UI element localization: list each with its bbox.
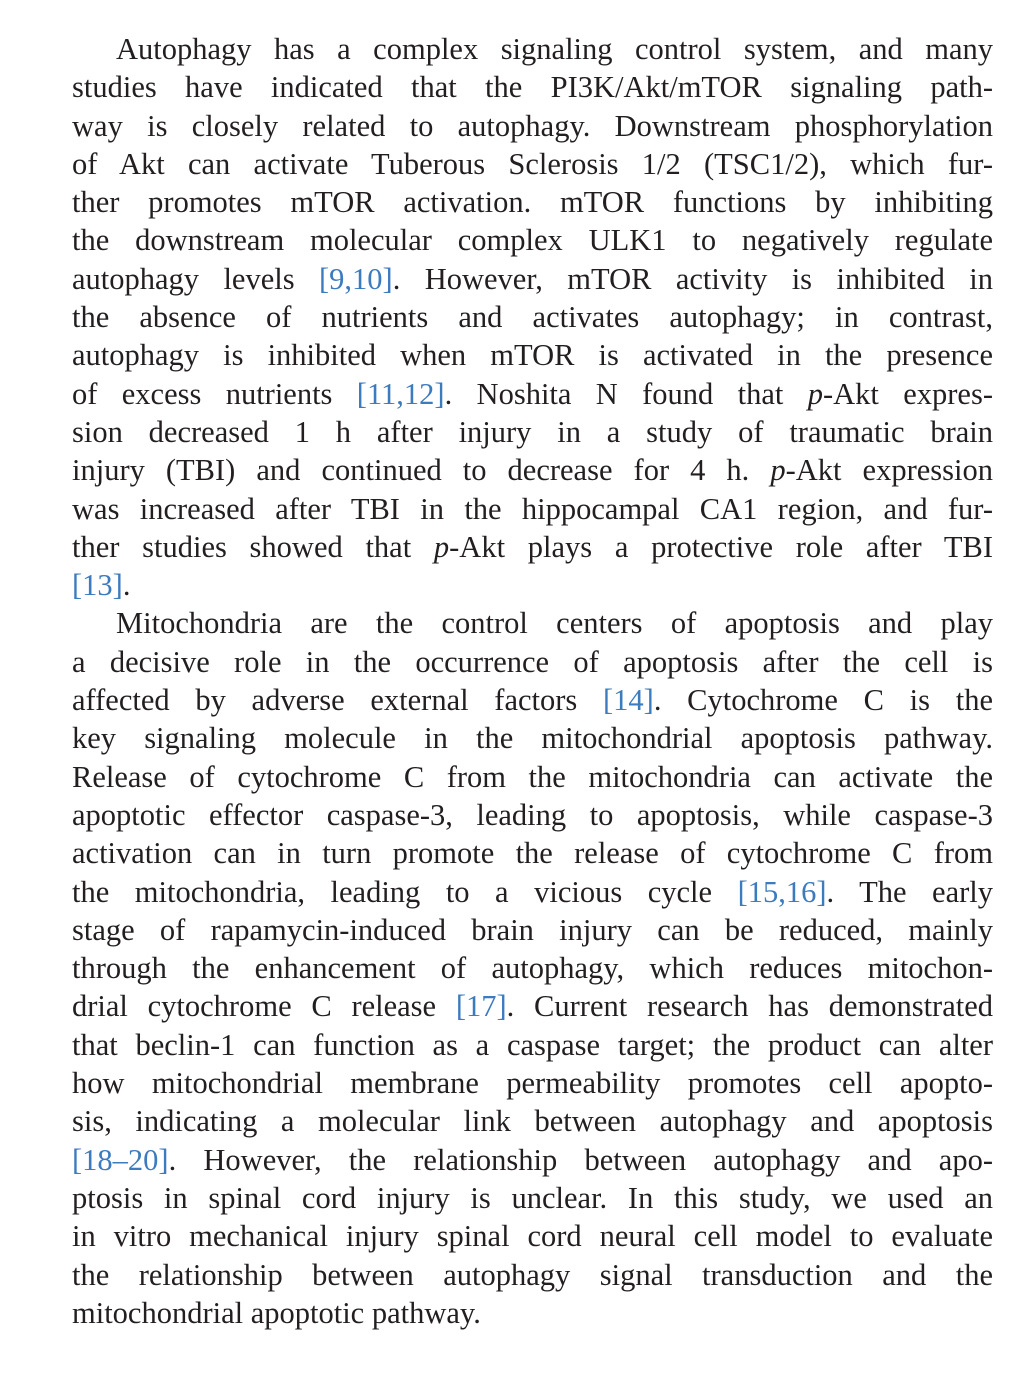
text-run: ther promotes mTOR activation. mTOR functions by inhibiting bbox=[72, 185, 993, 220]
text-run: of Akt can activate Tuberous Sclerosis 1/2 (TSC1/2), which fur- bbox=[72, 146, 993, 181]
text-line bbox=[72, 375, 993, 413]
text-run: . bbox=[122, 568, 131, 603]
text-line bbox=[72, 413, 993, 451]
text-run: mitochondrial apoptotic pathway. bbox=[72, 1295, 481, 1330]
text-line bbox=[72, 643, 993, 681]
text-line bbox=[72, 1026, 993, 1064]
text-run: drial cytochrome C release bbox=[72, 989, 456, 1024]
citation-link[interactable]: [9,10] bbox=[318, 261, 393, 296]
article-body bbox=[72, 30, 993, 1332]
text-line bbox=[72, 30, 993, 68]
text-line bbox=[72, 796, 993, 834]
text-run: . Noshita N found that bbox=[444, 376, 808, 411]
text-line bbox=[72, 873, 993, 911]
text-run: . Cytochrome C is the bbox=[653, 683, 993, 718]
text-line bbox=[72, 451, 993, 489]
text-run: was increased after TBI in the hippocampal CA1 region, and fur- bbox=[72, 491, 993, 526]
text-run: Mitochondria are the control centers of apoptosis and play bbox=[116, 606, 993, 641]
text-run: activation can in turn promote the release of cytochrome C from bbox=[72, 836, 993, 871]
text-run: key signaling molecule in the mitochondrial apoptosis pathway. bbox=[72, 721, 993, 756]
text-line bbox=[72, 221, 993, 259]
italic-text: p bbox=[770, 453, 786, 488]
text-line bbox=[72, 1294, 993, 1332]
text-line bbox=[72, 758, 993, 796]
text-run: ther studies showed that bbox=[72, 529, 434, 564]
text-run: how mitochondrial membrane permeability promotes cell apopto- bbox=[72, 1066, 993, 1101]
text-run: . However, mTOR activity is inhibited in bbox=[392, 261, 993, 296]
text-run: sis, indicating a molecular link between autophagy and apoptosis bbox=[72, 1104, 993, 1139]
text-run: the mitochondria, leading to a vicious cycle bbox=[72, 874, 738, 909]
text-run: stage of rapamycin-induced brain injury can be reduced, mainly bbox=[72, 912, 993, 947]
text-line bbox=[72, 68, 993, 106]
text-run: . However, the relationship between autophagy and apo- bbox=[168, 1142, 993, 1177]
paragraph-mitochondria-apoptosis bbox=[72, 604, 993, 1332]
text-line bbox=[72, 528, 993, 566]
text-run: -Akt expression bbox=[785, 453, 994, 488]
text-line bbox=[72, 145, 993, 183]
text-line bbox=[72, 566, 993, 604]
text-run: . Current research has demonstrated bbox=[506, 989, 993, 1024]
text-run: sion decreased 1 h after injury in a study of traumatic brain bbox=[72, 414, 993, 449]
text-line bbox=[72, 1141, 993, 1179]
citation-link[interactable]: [11,12] bbox=[356, 376, 445, 411]
text-line bbox=[72, 298, 993, 336]
text-run: autophagy is inhibited when mTOR is activated in the presence bbox=[72, 338, 993, 373]
text-run: ptosis in spinal cord injury is unclear. In this study, we used an bbox=[72, 1180, 993, 1215]
italic-text: p bbox=[433, 529, 450, 564]
text-run: the downstream molecular complex ULK1 to negatively regulate bbox=[72, 223, 993, 258]
citation-link[interactable]: [13] bbox=[72, 568, 123, 603]
text-line bbox=[72, 949, 993, 987]
text-line bbox=[72, 336, 993, 374]
text-run: injury (TBI) and continued to decrease for 4 h. bbox=[72, 453, 771, 488]
text-run: autophagy levels bbox=[72, 261, 319, 296]
text-line bbox=[72, 1217, 993, 1255]
text-run: -Akt plays a protective role after TBI bbox=[449, 529, 994, 564]
text-line bbox=[72, 1179, 993, 1217]
text-run: of excess nutrients bbox=[72, 376, 357, 411]
text-line bbox=[72, 719, 993, 757]
text-run: in vitro mechanical injury spinal cord neural cell model to evaluate bbox=[72, 1219, 993, 1254]
text-line bbox=[72, 260, 993, 298]
text-run: the absence of nutrients and activates autophagy; in contrast, bbox=[72, 300, 993, 335]
text-run: . The early bbox=[826, 874, 993, 909]
citation-link[interactable]: [15,16] bbox=[737, 874, 827, 909]
text-run: way is closely related to autophagy. Downstream phosphorylation bbox=[72, 108, 993, 143]
text-run: -Akt expres- bbox=[822, 376, 993, 411]
text-run: a decisive role in the occurrence of apoptosis after the cell is bbox=[72, 644, 993, 679]
text-line bbox=[72, 911, 993, 949]
text-line bbox=[72, 681, 993, 719]
text-line bbox=[72, 1256, 993, 1294]
text-line bbox=[72, 490, 993, 528]
text-line bbox=[72, 604, 993, 642]
text-run: through the enhancement of autophagy, which reduces mitochon- bbox=[72, 951, 993, 986]
citation-link[interactable]: [14] bbox=[603, 683, 654, 718]
citation-link[interactable]: [18–20] bbox=[72, 1142, 169, 1177]
text-line bbox=[72, 183, 993, 221]
italic-text: p bbox=[807, 376, 823, 411]
text-run: studies have indicated that the PI3K/Akt/mTOR signaling path- bbox=[72, 70, 993, 105]
text-run: apoptotic effector caspase-3, leading to apoptosis, while caspase-3 bbox=[72, 797, 993, 832]
text-line bbox=[72, 987, 993, 1025]
citation-link[interactable]: [17] bbox=[455, 989, 507, 1024]
text-line bbox=[72, 1064, 993, 1102]
paragraph-autophagy-signaling bbox=[72, 30, 993, 604]
text-run: the relationship between autophagy signal transduction and the bbox=[72, 1257, 993, 1292]
text-line bbox=[72, 107, 993, 145]
text-run: Release of cytochrome C from the mitochondria can activate the bbox=[72, 759, 993, 794]
text-run: affected by adverse external factors bbox=[72, 683, 603, 718]
text-line bbox=[72, 1102, 993, 1140]
text-line bbox=[72, 834, 993, 872]
text-run: that beclin-1 can function as a caspase target; the product can alter bbox=[72, 1027, 993, 1062]
text-run: Autophagy has a complex signaling control system, and many bbox=[116, 32, 993, 66]
